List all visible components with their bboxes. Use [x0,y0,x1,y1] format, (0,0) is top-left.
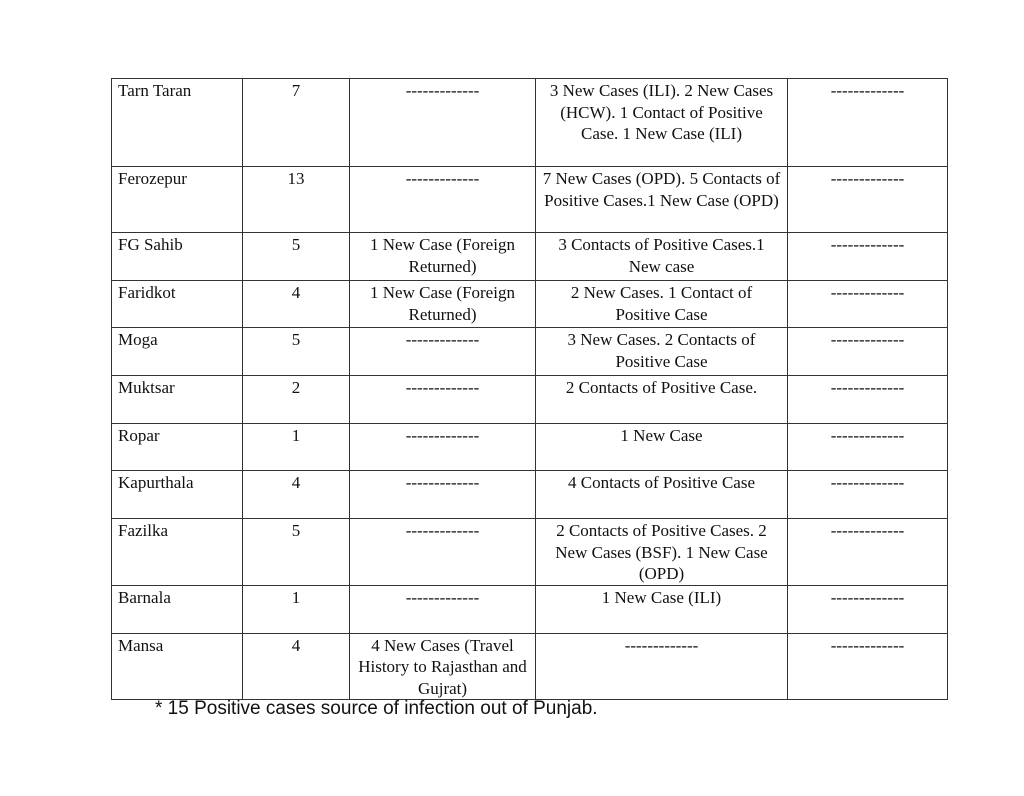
remarks-cell: ------------- [788,633,948,700]
case-count-cell: 5 [243,519,350,586]
remarks-cell: ------------- [788,471,948,519]
local-transmission-cell: 7 New Cases (OPD). 5 Contacts of Positive Cases.1 New Case (OPD) [536,167,788,233]
case-count-cell: 5 [243,328,350,376]
foreign-travel-cell: ------------- [350,585,536,633]
case-count-cell: 7 [243,79,350,167]
district-cell: FG Sahib [112,233,243,281]
table-row [112,519,948,586]
district-cell: Mansa [112,633,243,700]
table-row [112,376,948,424]
footnote: * 15 Positive cases source of infection out of Punjab. [155,698,598,719]
remarks-cell: ------------- [788,424,948,471]
table-row [112,585,948,633]
table-row [112,167,948,233]
case-count-cell: 1 [243,585,350,633]
local-transmission-cell: 2 Contacts of Positive Cases. 2 New Cases (BSF). 1 New Case (OPD) [536,519,788,586]
case-count-cell: 1 [243,424,350,471]
local-transmission-cell: 2 Contacts of Positive Case. [536,376,788,424]
district-cell: Kapurthala [112,471,243,519]
table-row [112,328,948,376]
district-cell: Barnala [112,585,243,633]
case-count-cell: 13 [243,167,350,233]
local-transmission-cell: 3 Contacts of Positive Cases.1 New case [536,233,788,281]
remarks-cell: ------------- [788,376,948,424]
table-row [112,281,948,328]
remarks-cell: ------------- [788,281,948,328]
table-row [112,424,948,471]
remarks-cell: ------------- [788,233,948,281]
case-count-cell: 4 [243,633,350,700]
case-count-cell: 2 [243,376,350,424]
district-cell: Ferozepur [112,167,243,233]
local-transmission-cell: 4 Contacts of Positive Case [536,471,788,519]
district-cases-table [111,78,948,700]
remarks-cell: ------------- [788,519,948,586]
foreign-travel-cell: ------------- [350,167,536,233]
foreign-travel-cell: ------------- [350,328,536,376]
remarks-cell: ------------- [788,328,948,376]
local-transmission-cell: 1 New Case [536,424,788,471]
district-cell: Moga [112,328,243,376]
case-count-cell: 5 [243,233,350,281]
local-transmission-cell: 3 New Cases (ILI). 2 New Cases (HCW). 1 Contact of Positive Case. 1 New Case (ILI) [536,79,788,167]
table-row [112,79,948,167]
local-transmission-cell: 1 New Case (ILI) [536,585,788,633]
foreign-travel-cell: 1 New Case (Foreign Returned) [350,281,536,328]
foreign-travel-cell: ------------- [350,79,536,167]
district-cell: Fazilka [112,519,243,586]
remarks-cell: ------------- [788,79,948,167]
foreign-travel-cell: 1 New Case (Foreign Returned) [350,233,536,281]
case-count-cell: 4 [243,471,350,519]
local-transmission-cell: 2 New Cases. 1 Contact of Positive Case [536,281,788,328]
table-row [112,471,948,519]
remarks-cell: ------------- [788,585,948,633]
case-count-cell: 4 [243,281,350,328]
local-transmission-cell: 3 New Cases. 2 Contacts of Positive Case [536,328,788,376]
district-cell: Ropar [112,424,243,471]
table-row [112,633,948,700]
foreign-travel-cell: 4 New Cases (Travel History to Rajasthan and Gujrat) [350,633,536,700]
foreign-travel-cell: ------------- [350,424,536,471]
foreign-travel-cell: ------------- [350,519,536,586]
foreign-travel-cell: ------------- [350,471,536,519]
foreign-travel-cell: ------------- [350,376,536,424]
local-transmission-cell: ------------- [536,633,788,700]
district-cell: Faridkot [112,281,243,328]
table-row [112,233,948,281]
district-cell: Tarn Taran [112,79,243,167]
district-cell: Muktsar [112,376,243,424]
remarks-cell: ------------- [788,167,948,233]
